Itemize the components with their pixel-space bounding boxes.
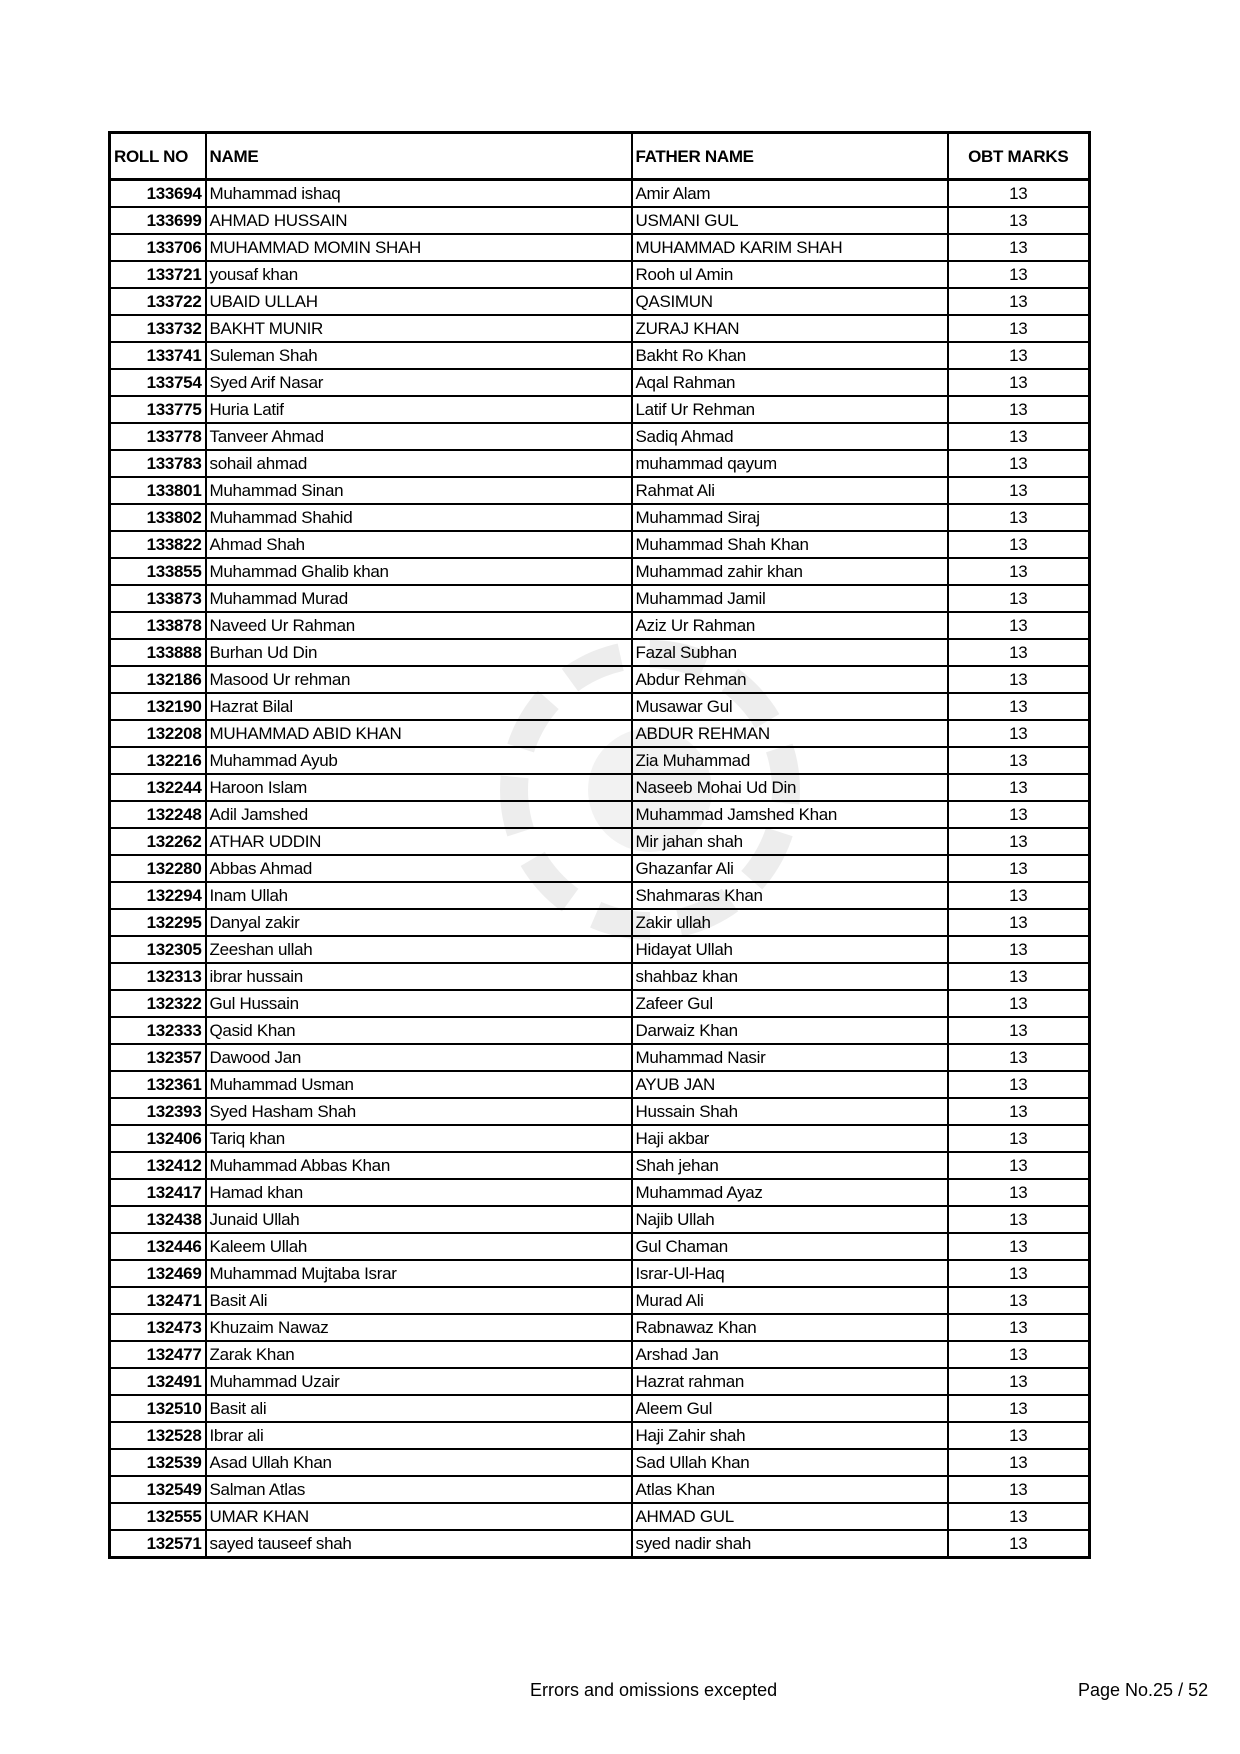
- cell-father-name: Muhammad Shah Khan: [632, 531, 948, 558]
- table-row: [110, 1071, 1090, 1098]
- cell-obt-marks: 13: [948, 288, 1090, 315]
- cell-roll-no: 132393: [110, 1098, 206, 1125]
- cell-obt-marks: 13: [948, 801, 1090, 828]
- cell-obt-marks: 13: [948, 1422, 1090, 1449]
- cell-obt-marks: 13: [948, 1233, 1090, 1260]
- cell-name: Muhammad Uzair: [206, 1368, 632, 1395]
- cell-father-name: Israr-Ul-Haq: [632, 1260, 948, 1287]
- cell-roll-no: 133778: [110, 423, 206, 450]
- table-row: [110, 1341, 1090, 1368]
- cell-roll-no: 132244: [110, 774, 206, 801]
- cell-obt-marks: 13: [948, 1341, 1090, 1368]
- cell-roll-no: 132539: [110, 1449, 206, 1476]
- cell-father-name: Amir Alam: [632, 180, 948, 208]
- cell-roll-no: 132190: [110, 693, 206, 720]
- cell-roll-no: 132417: [110, 1179, 206, 1206]
- cell-name: Syed Arif Nasar: [206, 369, 632, 396]
- table-row: [110, 666, 1090, 693]
- cell-obt-marks: 13: [948, 477, 1090, 504]
- cell-obt-marks: 13: [948, 639, 1090, 666]
- table-row: [110, 1017, 1090, 1044]
- cell-father-name: syed nadir shah: [632, 1530, 948, 1558]
- cell-obt-marks: 13: [948, 180, 1090, 208]
- table-row: [110, 261, 1090, 288]
- cell-obt-marks: 13: [948, 585, 1090, 612]
- cell-roll-no: 132208: [110, 720, 206, 747]
- cell-name: Suleman Shah: [206, 342, 632, 369]
- cell-obt-marks: 13: [948, 990, 1090, 1017]
- cell-roll-no: 133775: [110, 396, 206, 423]
- cell-name: Zarak Khan: [206, 1341, 632, 1368]
- results-table: [108, 131, 1091, 1559]
- cell-roll-no: 133741: [110, 342, 206, 369]
- cell-obt-marks: 13: [948, 342, 1090, 369]
- cell-father-name: Aqal Rahman: [632, 369, 948, 396]
- table-row: [110, 1179, 1090, 1206]
- cell-name: AHMAD HUSSAIN: [206, 207, 632, 234]
- cell-roll-no: 133802: [110, 504, 206, 531]
- cell-obt-marks: 13: [948, 720, 1090, 747]
- cell-obt-marks: 13: [948, 963, 1090, 990]
- cell-name: Danyal zakir: [206, 909, 632, 936]
- cell-obt-marks: 13: [948, 1449, 1090, 1476]
- cell-name: Dawood Jan: [206, 1044, 632, 1071]
- cell-name: Syed Hasham Shah: [206, 1098, 632, 1125]
- cell-name: sohail ahmad: [206, 450, 632, 477]
- table-row: [110, 936, 1090, 963]
- cell-father-name: shahbaz khan: [632, 963, 948, 990]
- table-row: [110, 342, 1090, 369]
- cell-name: UBAID ULLAH: [206, 288, 632, 315]
- cell-obt-marks: 13: [948, 1206, 1090, 1233]
- cell-roll-no: 132361: [110, 1071, 206, 1098]
- cell-father-name: Mir jahan shah: [632, 828, 948, 855]
- table-row: [110, 774, 1090, 801]
- cell-obt-marks: 13: [948, 1395, 1090, 1422]
- cell-roll-no: 132446: [110, 1233, 206, 1260]
- cell-name: Hamad khan: [206, 1179, 632, 1206]
- header-father-name: FATHER NAME: [632, 133, 948, 180]
- cell-name: Zeeshan ullah: [206, 936, 632, 963]
- cell-name: Muhammad Abbas Khan: [206, 1152, 632, 1179]
- cell-roll-no: 132313: [110, 963, 206, 990]
- table-row: [110, 288, 1090, 315]
- table-row: [110, 1287, 1090, 1314]
- cell-roll-no: 133722: [110, 288, 206, 315]
- cell-name: Inam Ullah: [206, 882, 632, 909]
- cell-roll-no: 132491: [110, 1368, 206, 1395]
- cell-obt-marks: 13: [948, 423, 1090, 450]
- cell-roll-no: 132357: [110, 1044, 206, 1071]
- cell-name: Abbas Ahmad: [206, 855, 632, 882]
- table-row: [110, 1449, 1090, 1476]
- table-row: [110, 504, 1090, 531]
- cell-obt-marks: 13: [948, 369, 1090, 396]
- cell-obt-marks: 13: [948, 504, 1090, 531]
- cell-roll-no: 133855: [110, 558, 206, 585]
- cell-name: Muhammad Usman: [206, 1071, 632, 1098]
- cell-father-name: USMANI GUL: [632, 207, 948, 234]
- cell-roll-no: 133783: [110, 450, 206, 477]
- table-row: [110, 612, 1090, 639]
- cell-obt-marks: 13: [948, 855, 1090, 882]
- cell-father-name: Rooh ul Amin: [632, 261, 948, 288]
- cell-roll-no: 133754: [110, 369, 206, 396]
- cell-father-name: Hazrat rahman: [632, 1368, 948, 1395]
- cell-roll-no: 133706: [110, 234, 206, 261]
- cell-roll-no: 133822: [110, 531, 206, 558]
- cell-name: Junaid Ullah: [206, 1206, 632, 1233]
- cell-name: Muhammad Ayub: [206, 747, 632, 774]
- cell-obt-marks: 13: [948, 666, 1090, 693]
- cell-father-name: muhammad qayum: [632, 450, 948, 477]
- cell-name: Muhammad Sinan: [206, 477, 632, 504]
- cell-name: Tanveer Ahmad: [206, 423, 632, 450]
- table-row: [110, 1476, 1090, 1503]
- table-header-row: [110, 133, 1090, 180]
- cell-obt-marks: 13: [948, 909, 1090, 936]
- cell-name: BAKHT MUNIR: [206, 315, 632, 342]
- table-row: [110, 801, 1090, 828]
- cell-roll-no: 132262: [110, 828, 206, 855]
- cell-name: UMAR KHAN: [206, 1503, 632, 1530]
- cell-father-name: Muhammad Ayaz: [632, 1179, 948, 1206]
- table-row: [110, 531, 1090, 558]
- cell-name: Gul Hussain: [206, 990, 632, 1017]
- cell-father-name: Rahmat Ali: [632, 477, 948, 504]
- table-row: [110, 882, 1090, 909]
- table-row: [110, 1260, 1090, 1287]
- cell-father-name: Haji akbar: [632, 1125, 948, 1152]
- cell-name: Muhammad Mujtaba Israr: [206, 1260, 632, 1287]
- cell-roll-no: 133801: [110, 477, 206, 504]
- cell-father-name: Ghazanfar Ali: [632, 855, 948, 882]
- cell-name: Kaleem Ullah: [206, 1233, 632, 1260]
- cell-name: Muhammad Murad: [206, 585, 632, 612]
- cell-name: sayed tauseef shah: [206, 1530, 632, 1558]
- cell-name: Ibrar ali: [206, 1422, 632, 1449]
- table-row: [110, 450, 1090, 477]
- cell-father-name: Latif Ur Rehman: [632, 396, 948, 423]
- cell-father-name: Atlas Khan: [632, 1476, 948, 1503]
- cell-father-name: Najib Ullah: [632, 1206, 948, 1233]
- table-row: [110, 1125, 1090, 1152]
- cell-roll-no: 132333: [110, 1017, 206, 1044]
- cell-obt-marks: 13: [948, 1530, 1090, 1558]
- table-row: [110, 720, 1090, 747]
- cell-obt-marks: 13: [948, 1179, 1090, 1206]
- cell-obt-marks: 13: [948, 396, 1090, 423]
- cell-obt-marks: 13: [948, 774, 1090, 801]
- table-row: [110, 1422, 1090, 1449]
- table-row: [110, 396, 1090, 423]
- cell-obt-marks: 13: [948, 315, 1090, 342]
- cell-father-name: Zakir ullah: [632, 909, 948, 936]
- cell-name: Salman Atlas: [206, 1476, 632, 1503]
- cell-name: yousaf khan: [206, 261, 632, 288]
- cell-obt-marks: 13: [948, 1368, 1090, 1395]
- cell-father-name: AYUB JAN: [632, 1071, 948, 1098]
- cell-father-name: ABDUR REHMAN: [632, 720, 948, 747]
- table-row: [110, 423, 1090, 450]
- cell-roll-no: 133732: [110, 315, 206, 342]
- table-row: [110, 477, 1090, 504]
- cell-obt-marks: 13: [948, 1314, 1090, 1341]
- table-row: [110, 1233, 1090, 1260]
- table-row: [110, 369, 1090, 396]
- cell-roll-no: 133699: [110, 207, 206, 234]
- cell-father-name: Hussain Shah: [632, 1098, 948, 1125]
- cell-roll-no: 132549: [110, 1476, 206, 1503]
- header-obt-marks: OBT MARKS: [948, 133, 1090, 180]
- cell-father-name: MUHAMMAD KARIM SHAH: [632, 234, 948, 261]
- cell-obt-marks: 13: [948, 612, 1090, 639]
- cell-father-name: Naseeb Mohai Ud Din: [632, 774, 948, 801]
- cell-roll-no: 132571: [110, 1530, 206, 1558]
- cell-roll-no: 133721: [110, 261, 206, 288]
- cell-roll-no: 133878: [110, 612, 206, 639]
- table-row: [110, 693, 1090, 720]
- cell-father-name: Abdur Rehman: [632, 666, 948, 693]
- cell-obt-marks: 13: [948, 747, 1090, 774]
- cell-roll-no: 132294: [110, 882, 206, 909]
- cell-roll-no: 132186: [110, 666, 206, 693]
- cell-obt-marks: 13: [948, 1017, 1090, 1044]
- table-row: [110, 585, 1090, 612]
- cell-obt-marks: 13: [948, 1125, 1090, 1152]
- cell-father-name: Fazal Subhan: [632, 639, 948, 666]
- cell-name: Burhan Ud Din: [206, 639, 632, 666]
- table-row: [110, 1530, 1090, 1558]
- table-row: [110, 1098, 1090, 1125]
- header-name: NAME: [206, 133, 632, 180]
- cell-father-name: Zafeer Gul: [632, 990, 948, 1017]
- cell-name: Masood Ur rehman: [206, 666, 632, 693]
- cell-father-name: Darwaiz Khan: [632, 1017, 948, 1044]
- cell-father-name: Sad Ullah Khan: [632, 1449, 948, 1476]
- table-row: [110, 1314, 1090, 1341]
- cell-roll-no: 132471: [110, 1287, 206, 1314]
- cell-roll-no: 132305: [110, 936, 206, 963]
- cell-father-name: ZURAJ KHAN: [632, 315, 948, 342]
- cell-father-name: Muhammad Siraj: [632, 504, 948, 531]
- table-row: [110, 1503, 1090, 1530]
- table-row: [110, 1368, 1090, 1395]
- cell-obt-marks: 13: [948, 936, 1090, 963]
- cell-obt-marks: 13: [948, 207, 1090, 234]
- cell-obt-marks: 13: [948, 558, 1090, 585]
- cell-father-name: Shahmaras Khan: [632, 882, 948, 909]
- cell-roll-no: 132322: [110, 990, 206, 1017]
- cell-obt-marks: 13: [948, 1071, 1090, 1098]
- cell-name: MUHAMMAD MOMIN SHAH: [206, 234, 632, 261]
- cell-name: Huria Latif: [206, 396, 632, 423]
- cell-obt-marks: 13: [948, 1152, 1090, 1179]
- cell-father-name: Musawar Gul: [632, 693, 948, 720]
- cell-obt-marks: 13: [948, 450, 1090, 477]
- cell-roll-no: 132216: [110, 747, 206, 774]
- cell-roll-no: 132412: [110, 1152, 206, 1179]
- cell-name: MUHAMMAD ABID KHAN: [206, 720, 632, 747]
- cell-father-name: Gul Chaman: [632, 1233, 948, 1260]
- cell-obt-marks: 13: [948, 261, 1090, 288]
- table-row: [110, 558, 1090, 585]
- cell-father-name: Sadiq Ahmad: [632, 423, 948, 450]
- cell-father-name: Muhammad Jamil: [632, 585, 948, 612]
- cell-father-name: Aleem Gul: [632, 1395, 948, 1422]
- cell-father-name: Murad Ali: [632, 1287, 948, 1314]
- cell-roll-no: 132510: [110, 1395, 206, 1422]
- cell-obt-marks: 13: [948, 1476, 1090, 1503]
- cell-roll-no: 132248: [110, 801, 206, 828]
- cell-obt-marks: 13: [948, 1260, 1090, 1287]
- cell-roll-no: 133873: [110, 585, 206, 612]
- cell-name: Basit Ali: [206, 1287, 632, 1314]
- cell-father-name: Shah jehan: [632, 1152, 948, 1179]
- cell-name: Naveed Ur Rahman: [206, 612, 632, 639]
- table-row: [110, 180, 1090, 208]
- table-row: [110, 855, 1090, 882]
- cell-name: Adil Jamshed: [206, 801, 632, 828]
- table-row: [110, 1206, 1090, 1233]
- cell-name: ibrar hussain: [206, 963, 632, 990]
- table-row: [110, 828, 1090, 855]
- cell-father-name: QASIMUN: [632, 288, 948, 315]
- table-row: [110, 990, 1090, 1017]
- cell-father-name: AHMAD GUL: [632, 1503, 948, 1530]
- cell-father-name: Arshad Jan: [632, 1341, 948, 1368]
- cell-obt-marks: 13: [948, 1098, 1090, 1125]
- table-row: [110, 1044, 1090, 1071]
- cell-father-name: Zia Muhammad: [632, 747, 948, 774]
- table-row: [110, 1395, 1090, 1422]
- cell-roll-no: 132438: [110, 1206, 206, 1233]
- cell-obt-marks: 13: [948, 1044, 1090, 1071]
- cell-father-name: Rabnawaz Khan: [632, 1314, 948, 1341]
- table-row: [110, 639, 1090, 666]
- cell-father-name: Muhammad Nasir: [632, 1044, 948, 1071]
- table-row: [110, 234, 1090, 261]
- cell-father-name: Muhammad Jamshed Khan: [632, 801, 948, 828]
- cell-roll-no: 133694: [110, 180, 206, 208]
- cell-obt-marks: 13: [948, 1287, 1090, 1314]
- cell-roll-no: 132406: [110, 1125, 206, 1152]
- cell-name: ATHAR UDDIN: [206, 828, 632, 855]
- cell-roll-no: 133888: [110, 639, 206, 666]
- cell-name: Muhammad Ghalib khan: [206, 558, 632, 585]
- cell-name: Qasid Khan: [206, 1017, 632, 1044]
- cell-father-name: Haji Zahir shah: [632, 1422, 948, 1449]
- cell-father-name: Muhammad zahir khan: [632, 558, 948, 585]
- cell-name: Haroon Islam: [206, 774, 632, 801]
- cell-name: Muhammad ishaq: [206, 180, 632, 208]
- cell-obt-marks: 13: [948, 828, 1090, 855]
- table-row: [110, 315, 1090, 342]
- table-row: [110, 747, 1090, 774]
- cell-roll-no: 132528: [110, 1422, 206, 1449]
- cell-roll-no: 132477: [110, 1341, 206, 1368]
- cell-father-name: Aziz Ur Rahman: [632, 612, 948, 639]
- cell-obt-marks: 13: [948, 693, 1090, 720]
- cell-name: Asad Ullah Khan: [206, 1449, 632, 1476]
- cell-name: Khuzaim Nawaz: [206, 1314, 632, 1341]
- cell-obt-marks: 13: [948, 234, 1090, 261]
- table-row: [110, 909, 1090, 936]
- cell-roll-no: 132280: [110, 855, 206, 882]
- cell-roll-no: 132555: [110, 1503, 206, 1530]
- cell-name: Basit ali: [206, 1395, 632, 1422]
- cell-roll-no: 132295: [110, 909, 206, 936]
- cell-obt-marks: 13: [948, 1503, 1090, 1530]
- cell-obt-marks: 13: [948, 531, 1090, 558]
- table-row: [110, 207, 1090, 234]
- cell-roll-no: 132473: [110, 1314, 206, 1341]
- cell-name: Hazrat Bilal: [206, 693, 632, 720]
- cell-obt-marks: 13: [948, 882, 1090, 909]
- page-number: Page No.25 / 52: [1078, 1680, 1209, 1700]
- header-roll-no: ROLL NO: [110, 133, 206, 180]
- cell-name: Tariq khan: [206, 1125, 632, 1152]
- table-row: [110, 1152, 1090, 1179]
- table-row: [110, 963, 1090, 990]
- cell-name: Muhammad Shahid: [206, 504, 632, 531]
- cell-roll-no: 132469: [110, 1260, 206, 1287]
- cell-father-name: Bakht Ro Khan: [632, 342, 948, 369]
- cell-father-name: Hidayat Ullah: [632, 936, 948, 963]
- footer-note: Errors and omissions excepted: [530, 1680, 778, 1700]
- cell-name: Ahmad Shah: [206, 531, 632, 558]
